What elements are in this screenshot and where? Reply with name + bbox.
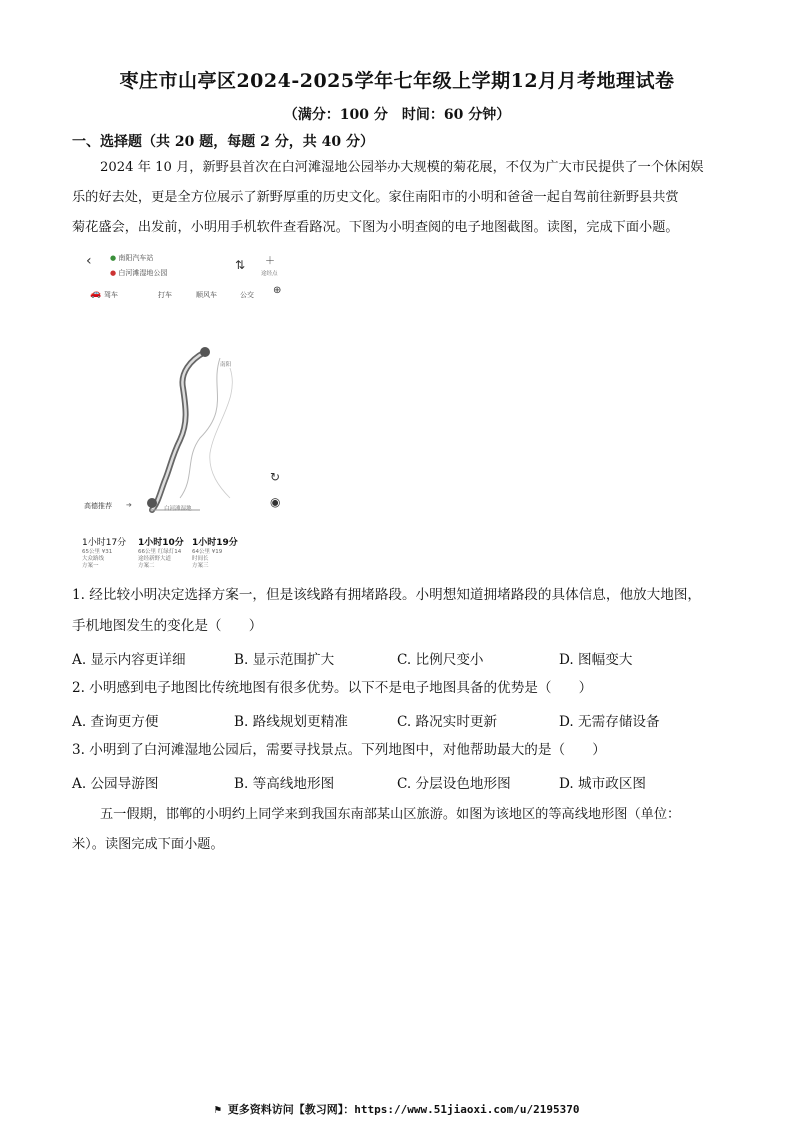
option-d[interactable]: D. 图幅变大	[559, 652, 633, 668]
footer	[0, 1101, 794, 1117]
mode-bus: 公交	[240, 291, 254, 299]
question-3	[72, 735, 732, 766]
plan3-via: 时间长	[192, 556, 209, 562]
plan2-detail: 66公里 红绿灯14	[138, 549, 182, 555]
option-a[interactable]: A. 查询更方便	[72, 714, 159, 730]
question-line: 手机地图发生的变化是（ ）	[72, 618, 263, 634]
destination-label: 白河滩湿地公园	[118, 269, 168, 277]
question-1	[72, 580, 732, 642]
page-subtitle: （满分：100 分 时间：60 分钟）	[283, 107, 511, 123]
option-c[interactable]: C. 分层设色地形图	[397, 776, 511, 792]
option-b[interactable]: B. 等高线地形图	[234, 776, 335, 792]
option-c[interactable]: C. 比例尺变小	[397, 652, 484, 668]
plus-icon: ＋	[265, 256, 275, 267]
recommend-arrow-icon: ➔	[126, 501, 132, 509]
start-marker	[200, 347, 210, 357]
plan1-time: 1小时17分	[82, 538, 127, 548]
road-line	[210, 368, 233, 498]
plan3-detail: 64公里 ¥19	[192, 549, 223, 555]
option-d[interactable]: D. 无需存储设备	[559, 714, 660, 730]
question-1-options	[72, 648, 732, 670]
plan2-via: 途经新野大道	[138, 556, 172, 562]
dest-map-label: 白河滩湿地	[164, 506, 192, 512]
plan2-name: 方案二	[138, 563, 155, 569]
origin-label: 南阳汽车站	[118, 254, 154, 262]
more-icon: ⊕	[273, 285, 282, 296]
end-marker	[147, 498, 157, 508]
plan3-time: 1小时19分	[192, 538, 238, 548]
plan1-name: 方案一	[82, 563, 99, 569]
intro-paragraph-2	[72, 800, 722, 860]
section-heading: 一、选择题（共 20 题，每题 2 分，共 40 分）	[72, 134, 374, 150]
origin-dot-icon: ●	[110, 254, 117, 262]
route-map-figure	[80, 248, 300, 573]
option-d[interactable]: D. 城市政区图	[559, 776, 647, 792]
question-line: 1. 经比较小明决定选择方案一，但是该线路有拥堵路段。小明想知道拥堵路段的具体信息，他放大地图，	[72, 587, 702, 603]
car-icon: 🚗	[90, 289, 102, 299]
place-label-nanyang: 南阳	[220, 362, 232, 368]
page-title: 枣庄市山亭区2024-2025学年七年级上学期12月月考地理试卷	[119, 70, 675, 92]
question-line: 3. 小明到了白河滩湿地公园后，需要寻找景点。下列地图中，对他帮助最大的是（ ）	[72, 742, 606, 758]
question-2	[72, 673, 732, 704]
option-b[interactable]: B. 路线规划更精准	[234, 714, 348, 730]
back-arrow-icon: ‹	[86, 253, 92, 269]
question-2-options	[72, 710, 732, 732]
swap-icon: ⇅	[235, 258, 246, 272]
mode-taxi: 打车	[158, 291, 172, 299]
flag-icon: ⚑	[214, 1103, 222, 1116]
plan3-name: 方案三	[192, 563, 209, 569]
route-line-outline	[152, 352, 205, 510]
mode-carpool: 顺风车	[196, 291, 217, 299]
question-line: 2. 小明感到电子地图比传统地图有很多优势。以下不是电子地图具备的优势是（ ）	[72, 680, 593, 696]
intro-line: 乐的好去处，更是全方位展示了新野厚重的历史文化。家住南阳市的小明和爸爸一起自驾前往新野县共赏	[72, 190, 679, 205]
option-a[interactable]: A. 公园导游图	[72, 776, 159, 792]
footer-link[interactable]: 更多资料访问【教习网】：https://www.51jiaoxi.com/u/2195370	[227, 1103, 580, 1116]
option-c[interactable]: C. 路况实时更新	[397, 714, 498, 730]
locate-icon: ◉	[270, 495, 281, 509]
plan1-via: 大众路线	[82, 556, 105, 562]
intro-line: 五一假期，邯郸的小明约上同学来到我国东南部某山区旅游。如图为该地区的等高线地形图（单位：	[100, 807, 681, 822]
intro-line: 菊花盛会，出发前，小明用手机软件查看路况。下图为小明查阅的电子地图截图。读图，完成下面小题。	[72, 220, 679, 235]
refresh-icon: ↻	[270, 470, 281, 484]
intro-paragraph	[72, 153, 722, 243]
intro-line: 米）。读图完成下面小题。	[72, 837, 224, 852]
waypoint-label: 途经点	[261, 271, 278, 277]
route-map	[80, 248, 300, 573]
destination-dot-icon: ●	[110, 269, 117, 277]
recommend-label: 高德推荐	[84, 502, 112, 510]
mode-drive: 驾车	[104, 291, 118, 299]
option-a[interactable]: A. 显示内容更详细	[72, 652, 186, 668]
option-b[interactable]: B. 显示范围扩大	[234, 652, 335, 668]
intro-line: 2024 年 10 月，新野县首次在白河滩湿地公园举办大规模的菊花展，不仅为广大市民提供了一个休闲娱	[100, 160, 704, 175]
question-3-options	[72, 772, 732, 794]
plan2-time: 1小时10分	[138, 538, 184, 548]
plan1-detail: 65公里 ¥31	[82, 549, 113, 555]
